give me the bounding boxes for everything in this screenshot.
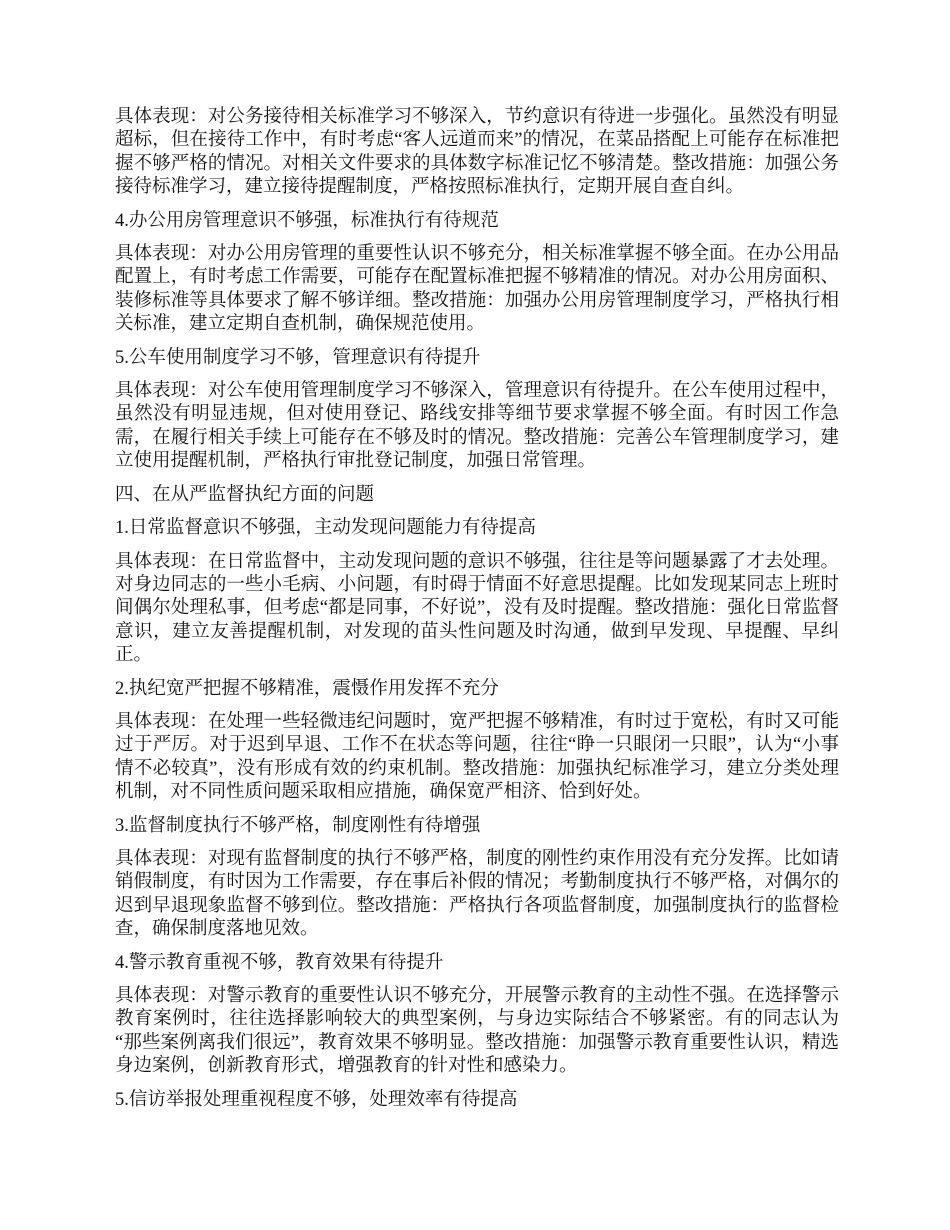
body-paragraph: 具体表现：对现有监督制度的执行不够严格，制度的刚性约束作用没有充分发挥。比如请销假制度，有时因为工作需要，存在事后补假的情况；考勤制度执行不够严格，对偶尔的迟到早退现象监督不够到位。整改措施：严格执行各项监督制度，加强制度执行的监督检查，确保制度落地见效。 xyxy=(115,848,839,940)
section-heading: 2.执纪宽严把握不够精准，震慑作用发挥不充分 xyxy=(115,678,499,699)
body-paragraph: 具体表现：在处理一些轻微违纪问题时，宽严把握不够精准，有时过于宽松，有时又可能过于严厉。对于迟到早退、工作不在状态等问题，往往“睁一只眼闭一只眼”，认为“小事情不必较真”，没有形成有效的约束机制。整改措施：加强执纪标准学习，建立分类处理机制，对不同性质问题采取相应措施，确保宽严相济、恰到好处。 xyxy=(115,711,839,803)
body-paragraph: 具体表现：对办公用房管理的重要性认识不够充分，相关标准掌握不够全面。在办公用品配置上，有时考虑工作需要，可能存在配置标准把握不够精准的情况。对办公用房面积、装修标准等具体要求了解不够详细。整改措施：加强办公用房管理制度学习，严格执行相关标准，建立定期自查机制，确保规范使用。 xyxy=(115,244,839,335)
document-content xyxy=(115,106,839,1112)
section-heading: 1.日常监督意识不够强，主动发现问题能力有待提高 xyxy=(115,518,536,539)
section-heading: 3.监督制度执行不够严格，制度刚性有待增强 xyxy=(115,815,481,836)
body-paragraph: 具体表现：对警示教育的重要性认识不够充分，开展警示教育的主动性不强。在选择警示教育案例时，往往选择影响较大的典型案例，与身边实际结合不够紧密。有的同志认为“那些案例离我们很远”，教育效果不够明显。整改措施：加强警示教育重要性认识，精选身边案例，创新教育形式，增强教育的针对性和感染力。 xyxy=(115,986,839,1077)
body-paragraph: 具体表现：在日常监督中，主动发现问题的意识不够强，往往是等问题暴露了才去处理。对身边同志的一些小毛病、小问题，有时碍于情面不好意思提醒。比如发现某同志上班时间偶尔处理私事，但考虑“都是同事，不好说”，没有及时提醒。整改措施：强化日常监督意识，建立友善提醒机制，对发现的苗头性问题及时沟通，做到早发现、早提醒、早纠正。 xyxy=(115,551,839,666)
section-heading: 四、在从严监督执纪方面的问题 xyxy=(115,484,375,505)
section-heading: 5.信访举报处理重视程度不够，处理效率有待提高 xyxy=(115,1089,518,1110)
section-heading: 4.警示教育重视不够，教育效果有待提升 xyxy=(115,952,444,973)
section-heading: 4.办公用房管理意识不够强，标准执行有待规范 xyxy=(115,210,499,231)
body-paragraph: 具体表现：对公务接待相关标准学习不够深入，节约意识有待进一步强化。虽然没有明显超标，但在接待工作中，有时考虑“客人远道而来”的情况，在菜品搭配上可能存在标准把握不够严格的情况。对相关文件要求的具体数字标准记忆不够清楚。整改措施：加强公务接待标准学习，建立接待提醒制度，严格按照标准执行，定期开展自查自纠。 xyxy=(115,107,839,198)
section-heading: 5.公车使用制度学习不够，管理意识有待提升 xyxy=(115,347,481,368)
body-paragraph: 具体表现：对公车使用管理制度学习不够深入，管理意识有待提升。在公车使用过程中，虽然没有明显违规，但对使用登记、路线安排等细节要求掌握不够全面。有时因工作急需，在履行相关手续上可能存在不够及时的情况。整改措施：完善公车管理制度学习，建立使用提醒机制，严格执行审批登记制度，加强日常管理。 xyxy=(115,381,839,472)
